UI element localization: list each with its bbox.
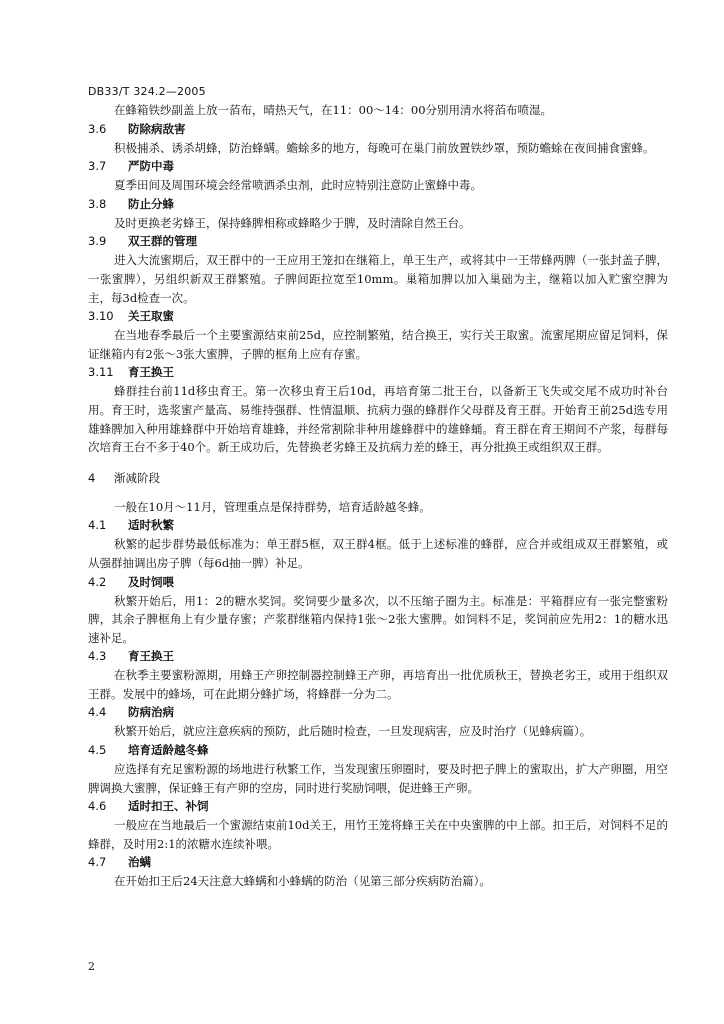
document-code-header: DB33/T 324.2—2005 [88, 85, 206, 98]
subsection-heading [88, 647, 668, 666]
heading-title: 适时秋繁 [128, 518, 174, 533]
heading-number: 3.11 [88, 365, 114, 380]
paragraph: 在秋季主要蜜粉源期，用蜂王产卵控制器控制蜂王产卵，再培育出一批优质秋王，替换老劣王，或用于组织双王群。发展中的蜂场，可在此期分蜂扩场，将蜂群一分为二。 [88, 668, 668, 701]
subsection-heading [88, 120, 668, 139]
heading-title: 严防中毒 [128, 159, 174, 174]
heading-number: 4.7 [88, 855, 107, 870]
subsection-heading [88, 195, 668, 214]
paragraph: 在当地春季最后一个主要蜜源结束前25d，应控制繁殖，结合换王，实行关王取蜜。流蜜尾期应留足饲料，保证继箱内有2张～3张大蜜脾，子脾的框角上应有存蜜。 [88, 328, 668, 361]
paragraph: 一般在10月～11月，管理重点是保持群势，培育适龄越冬蜂。 [114, 499, 431, 514]
heading-title: 防除病敌害 [128, 121, 186, 136]
subsection-heading [88, 516, 668, 535]
heading-title: 防止分蜂 [128, 196, 174, 211]
heading-number: 4.3 [88, 649, 107, 664]
paragraph: 夏季田间及周围环境会经常喷洒杀虫剂，此时应特别注意防止蜜蜂中毒。 [114, 178, 482, 193]
heading-number: 3.6 [88, 121, 107, 136]
paragraph: 秋繁开始后，就应注意疾病的预防，此后随时检查，一旦发现病害，应及时治疗（见蜂病篇）。 [114, 724, 592, 739]
heading-title: 渐减阶段 [114, 470, 160, 485]
heading-number: 3.7 [88, 159, 107, 174]
heading-title: 防病治病 [128, 705, 174, 720]
paragraph: 一般应在当地最后一个蜜源结束前10d关王，用竹王笼将蜂王关在中央蜜脾的中上部。扣王后，对饲料不足的蜂群，及时用2:1的浓糖水连续补喂。 [88, 818, 668, 851]
paragraph: 进入大流蜜期后，双王群中的一王应用王笼扣在继箱上，单王生产，或将其中一王带蜂两脾（一张封盖子脾，一张蜜脾），另组织新双王群繁殖。子脾间距拉宽至10mm。巢箱加脾以加入巢础为主，继箱以加入贮蜜空脾为主，每3d检查一次。 [88, 253, 668, 305]
page-number: 2 [88, 960, 95, 973]
subsection-heading [88, 573, 668, 592]
heading-title: 及时饲喂 [128, 574, 174, 589]
heading-number: 4.2 [88, 574, 107, 589]
heading-title: 培育适龄越冬蜂 [128, 743, 209, 758]
paragraph: 在蜂箱铁纱副盖上放一萡布，晴热天气，在11：00～14：00分别用清水将萡布喷湿。 [114, 103, 553, 117]
heading-number: 4.5 [88, 743, 107, 758]
subsection-heading [88, 797, 668, 816]
heading-title: 适时扣王、补饲 [128, 799, 209, 814]
subsection-heading [88, 232, 668, 251]
subsection-heading [88, 741, 668, 760]
subsection-heading [88, 703, 668, 722]
heading-number: 4.6 [88, 799, 107, 814]
subsection-heading [88, 853, 668, 872]
heading-number: 3.8 [88, 196, 107, 211]
paragraph: 秋繁开始后，用1：2的糖水奖饲。奖饲要少量多次，以不压缩子圈为主。标准是：平箱群应有一张完整蜜粉脾，其余子脾框角上有少量存蜜；产浆群继箱内保持1张～2张大蜜脾。如饲料不足，奖饲前应先用2：1的糖水迅速补足。 [88, 593, 668, 645]
heading-title: 关王取蜜 [128, 309, 174, 324]
heading-number: 3.10 [88, 309, 114, 324]
paragraph: 蜂群挂台前11d移虫育王。第一次移虫育王后10d，再培育第二批王台，以备新王飞失或交尾不成功时补台用。育王时，选浆蜜产量高、易维持强群、性情温顺、抗病力强的蜂群作父母群及育王群。开始育王前25d选专用雄蜂脾加入种用雄蜂群中开始培育雄蜂，并经常割除非种用雄蜂群中的雄蜂蛹。育王群在育王期间不产浆，每群每次培育王台不多于40个。新王成功后，先替换老劣蜂王及抗病力差的蜂王，再分批换王或组织双王群。 [88, 384, 668, 455]
section-heading [88, 469, 668, 488]
subsection-heading [88, 307, 668, 326]
heading-number: 3.9 [88, 234, 107, 249]
heading-number: 4.4 [88, 705, 107, 720]
paragraph: 在开始扣王后24天注意大蜂螨和小蜂螨的防治（见第三部分疾病防治篇）。 [114, 874, 491, 889]
heading-number: 4.1 [88, 518, 107, 533]
heading-number: 4 [88, 470, 96, 485]
paragraph: 秋繁的起步群势最低标准为：单王群5框，双王群4框。低于上述标准的蜂群，应合并或组成双王群繁殖，或从强群抽调出房子脾（每6d抽一脾）补足。 [88, 537, 668, 570]
subsection-heading [88, 363, 668, 382]
heading-title: 双王群的管理 [128, 234, 197, 249]
heading-title: 治螨 [128, 855, 151, 870]
paragraph: 及时更换老劣蜂王，保持蜂脾相称或蜂略少于脾，及时清除自然王台。 [114, 215, 471, 230]
heading-title: 育王换王 [128, 365, 174, 380]
heading-title: 育王换王 [128, 649, 174, 664]
paragraph: 应选择有充足蜜粉源的场地进行秋繁工作，当发现蜜压卵圈时，要及时把子脾上的蜜取出，扩大产卵圈，用空脾调换大蜜脾，保证蜂王有产卵的空房，同时进行奖励饲喂，促进蜂王产卵。 [88, 762, 668, 795]
document-body [88, 101, 668, 891]
subsection-heading [88, 157, 668, 176]
paragraph: 积极捕杀、诱杀胡蜂，防治蜂螨。蟾蜍多的地方，每晚可在巢门前放置铁纱罩，预防蟾蜍在夜间捕食蜜蜂。 [114, 140, 655, 155]
